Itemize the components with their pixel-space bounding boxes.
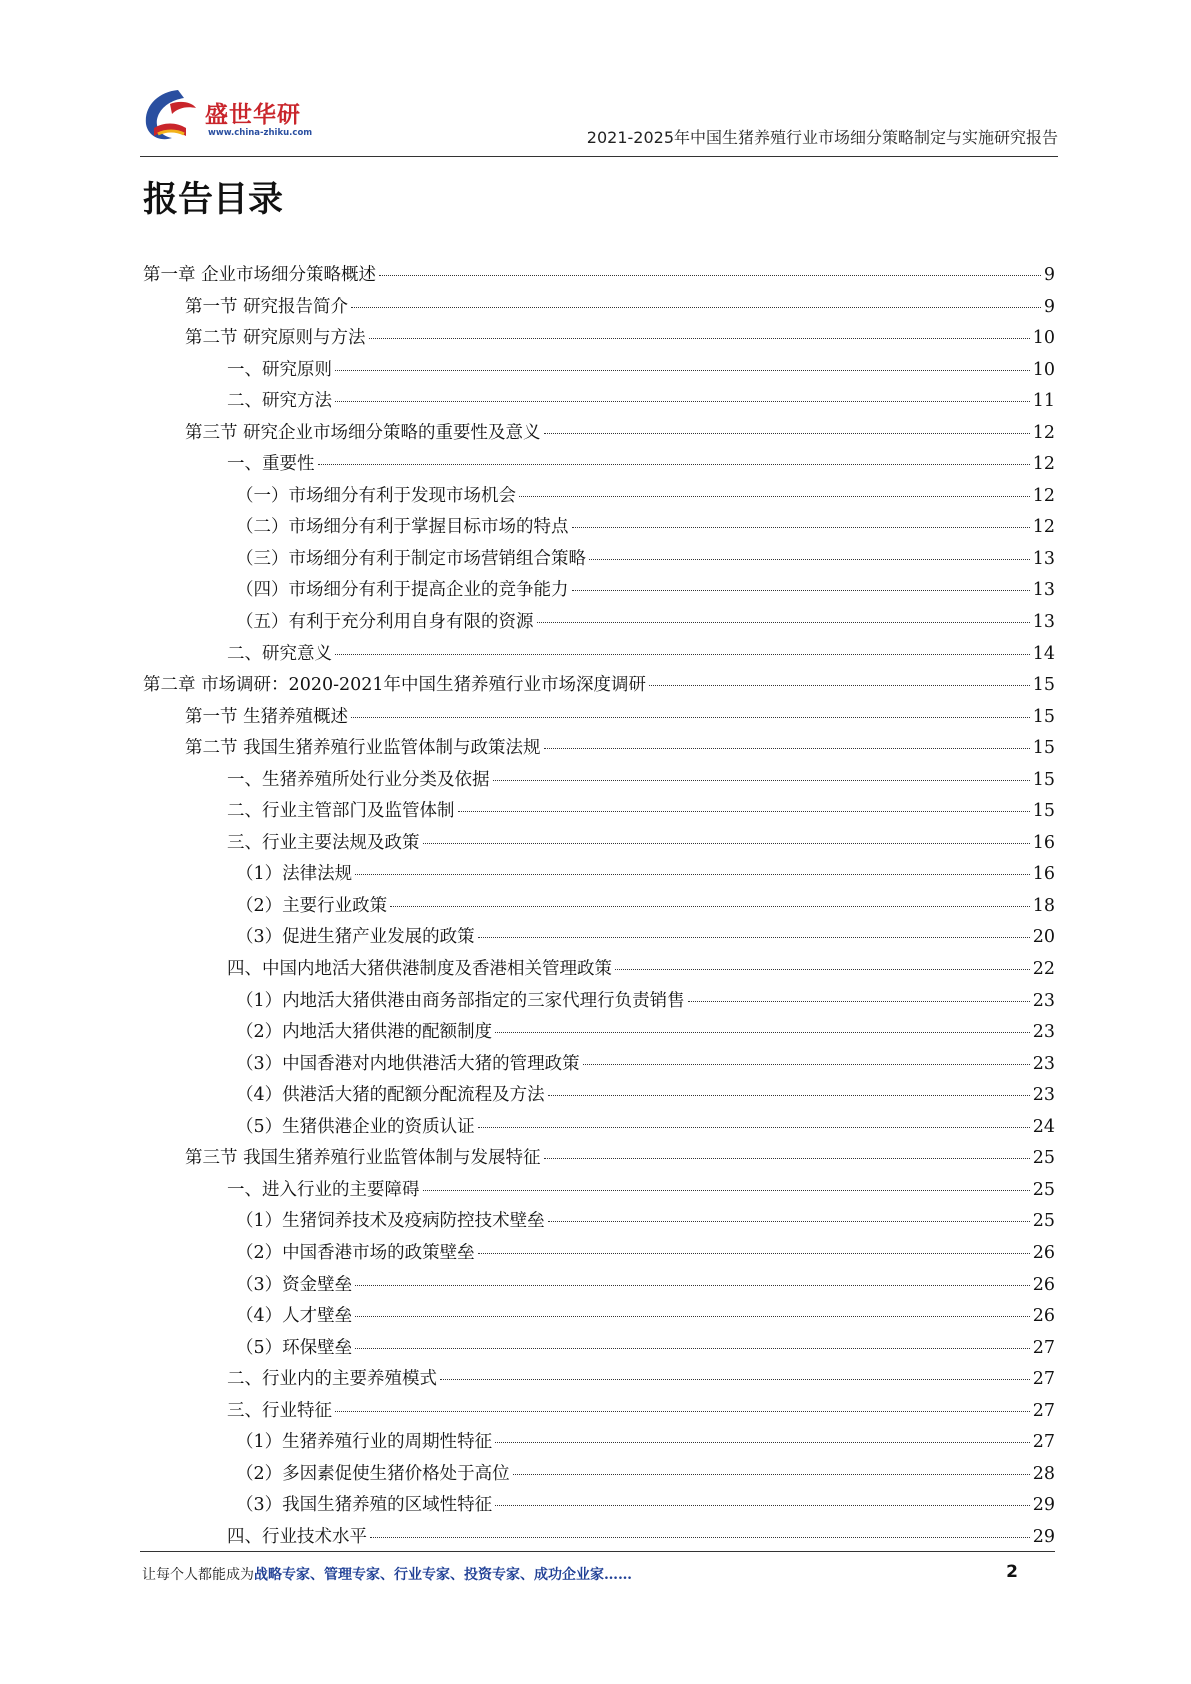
toc-entry-title: 第三节 研究企业市场细分策略的重要性及意义 (185, 422, 541, 443)
dot-leader (537, 622, 1030, 623)
dot-leader (495, 1442, 1030, 1443)
toc-entry-title: 一、生猪养殖所处行业分类及依据 (227, 769, 490, 790)
toc-entry[interactable] (143, 1112, 1055, 1144)
toc-entry[interactable] (143, 575, 1055, 607)
toc-entry-page: 26 (1032, 1274, 1055, 1295)
toc-entry[interactable] (143, 1206, 1055, 1238)
toc-entry-title: 第二节 研究原则与方法 (185, 328, 366, 349)
toc-entry[interactable] (143, 1522, 1055, 1554)
toc-entry[interactable] (143, 986, 1055, 1018)
dot-leader (355, 1285, 1030, 1286)
dot-leader (478, 1127, 1030, 1128)
toc-entry-page: 12 (1032, 485, 1055, 506)
toc-entry-page: 27 (1032, 1432, 1055, 1453)
toc-entry[interactable] (143, 954, 1055, 986)
toc-entry[interactable] (143, 355, 1055, 387)
toc-entry-title: 一、重要性 (227, 454, 315, 475)
toc-entry-title: 一、研究原则 (227, 359, 332, 380)
toc-entry-page: 27 (1032, 1369, 1055, 1390)
toc-entry[interactable] (143, 765, 1055, 797)
dot-leader (458, 811, 1030, 812)
toc-entry-title: （二）市场细分有利于掌握目标市场的特点 (236, 517, 569, 538)
dot-leader (335, 370, 1030, 371)
toc-entry-title: （3）我国生猪养殖的区域性特征 (236, 1495, 493, 1516)
toc-entry-page: 16 (1032, 832, 1055, 853)
logo-swoosh-icon (140, 84, 206, 150)
dot-leader (589, 559, 1030, 560)
slogan-prefix: 让每个人都能成为 (142, 1567, 254, 1583)
toc-entry[interactable] (143, 639, 1055, 671)
dot-leader (495, 1505, 1030, 1506)
toc-entry-page: 10 (1032, 359, 1055, 380)
toc-entry[interactable] (143, 323, 1055, 355)
toc-entry-title: 第三节 我国生猪养殖行业监管体制与发展特征 (185, 1148, 541, 1169)
dot-leader (478, 937, 1030, 938)
dot-leader (649, 685, 1030, 686)
toc-entry-title: （4）供港活大猪的配额分配流程及方法 (236, 1085, 545, 1106)
dot-leader (390, 906, 1030, 907)
toc-entry-page: 23 (1032, 1022, 1055, 1043)
toc-entry-title: （3）资金壁垒 (236, 1274, 353, 1295)
toc-entry-title: （四）市场细分有利于提高企业的竞争能力 (236, 580, 569, 601)
toc-entry-title: （2）中国香港市场的政策壁垒 (236, 1242, 475, 1263)
page-header (140, 84, 1058, 157)
toc-entry-title: 四、中国内地活大猪供港制度及香港相关管理政策 (227, 959, 612, 980)
toc-entry-page: 26 (1032, 1306, 1055, 1327)
dot-leader (440, 1379, 1030, 1380)
dot-leader (548, 1095, 1030, 1096)
toc-entry[interactable] (143, 1175, 1055, 1207)
logo-name: 盛世华研 (205, 102, 301, 128)
toc-entry[interactable] (143, 418, 1055, 450)
dot-leader (423, 1190, 1030, 1191)
toc-entry-page: 25 (1032, 1211, 1055, 1232)
toc-entry-title: （3）促进生猪产业发展的政策 (236, 927, 475, 948)
toc-entry-title: 第一节 研究报告简介 (185, 296, 349, 317)
dot-leader (519, 496, 1030, 497)
footer-slogan (142, 1564, 632, 1584)
toc-entry-page: 18 (1032, 895, 1055, 916)
toc-entry[interactable] (143, 1017, 1055, 1049)
dot-leader (335, 1411, 1030, 1412)
toc-entry[interactable] (143, 1364, 1055, 1396)
toc-entry-title: （1）内地活大猪供港由商务部指定的三家代理行负责销售 (236, 990, 685, 1011)
toc-entry[interactable] (143, 1301, 1055, 1333)
toc-entry-title: （2）主要行业政策 (236, 895, 388, 916)
toc-entry-page: 15 (1032, 706, 1055, 727)
toc-entry[interactable] (143, 828, 1055, 860)
toc-entry-page: 11 (1032, 391, 1055, 412)
toc-entry[interactable] (143, 607, 1055, 639)
dot-leader (688, 1001, 1030, 1002)
toc-entry-title: 四、行业技术水平 (227, 1526, 367, 1547)
dot-leader (544, 433, 1030, 434)
dot-leader (351, 717, 1030, 718)
dot-leader (513, 1474, 1030, 1475)
toc-entry-page: 24 (1032, 1116, 1055, 1137)
toc-entry-page: 15 (1032, 801, 1055, 822)
dot-leader (495, 1032, 1030, 1033)
dot-leader (544, 1158, 1030, 1159)
toc-entry[interactable] (143, 1490, 1055, 1522)
toc-entry-title: 二、研究意义 (227, 643, 332, 664)
toc-entry-page: 25 (1032, 1179, 1055, 1200)
toc-entry-title: （1）法律法规 (236, 864, 353, 885)
page-number: 2 (1006, 1562, 1018, 1582)
toc-entry-title: （5）生猪供港企业的资质认证 (236, 1116, 475, 1137)
toc-entry[interactable] (143, 670, 1055, 702)
toc-entry-title: （三）市场细分有利于制定市场营销组合策略 (236, 548, 586, 569)
toc-entry[interactable] (143, 1270, 1055, 1302)
toc-entry[interactable] (143, 1427, 1055, 1459)
page-title: 报告目录 (143, 180, 284, 220)
toc-entry-page: 27 (1032, 1337, 1055, 1358)
dot-leader (335, 654, 1030, 655)
toc-entry-page: 10 (1032, 328, 1055, 349)
toc-entry[interactable] (143, 544, 1055, 576)
toc-entry-page: 23 (1032, 1053, 1055, 1074)
toc-entry-page: 14 (1032, 643, 1055, 664)
toc-entry-title: （4）人才壁垒 (236, 1306, 353, 1327)
toc-entry-page: 12 (1032, 517, 1055, 538)
toc-entry-page: 9 (1043, 265, 1055, 285)
toc-entry[interactable] (143, 512, 1055, 544)
dot-leader (335, 401, 1030, 402)
toc-entry-page: 23 (1032, 1085, 1055, 1106)
toc-entry[interactable] (143, 449, 1055, 481)
toc-entry[interactable] (143, 702, 1055, 734)
toc-entry[interactable] (143, 922, 1055, 954)
toc-entry-title: 第二章 市场调研：2020-2021年中国生猪养殖行业市场深度调研 (143, 675, 647, 696)
toc-entry-title: （2）多因素促使生猪价格处于高位 (236, 1463, 510, 1484)
dot-leader (572, 527, 1030, 528)
page-footer (140, 1551, 1055, 1592)
dot-leader (615, 969, 1030, 970)
toc-entry-title: 第一节 生猪养殖概述 (185, 706, 349, 727)
dot-leader (583, 1064, 1030, 1065)
toc-entry[interactable] (143, 796, 1055, 828)
toc-entry-page: 23 (1032, 990, 1055, 1011)
dot-leader (493, 780, 1030, 781)
toc-entry-page: 27 (1032, 1400, 1055, 1421)
dot-leader (370, 1537, 1030, 1538)
toc-entry-page: 29 (1032, 1495, 1055, 1516)
toc-entry-page: 13 (1032, 612, 1055, 633)
toc-entry[interactable] (143, 1049, 1055, 1081)
dot-leader (379, 275, 1041, 276)
toc-entry[interactable] (143, 386, 1055, 418)
toc-entry-page: 26 (1032, 1242, 1055, 1263)
toc-entry-page: 20 (1032, 927, 1055, 948)
logo-url: www.china-zhiku.com (208, 128, 313, 138)
toc-entry-title: 二、行业主管部门及监管体制 (227, 801, 455, 822)
toc-entry[interactable] (143, 292, 1055, 324)
dot-leader (548, 1221, 1030, 1222)
toc-entry-title: 二、研究方法 (227, 391, 332, 412)
toc-entry-title: （一）市场细分有利于发现市场机会 (236, 485, 516, 506)
toc-entry-title: 三、行业主要法规及政策 (227, 832, 420, 853)
toc-entry[interactable] (143, 1333, 1055, 1365)
toc-entry-page: 12 (1032, 422, 1055, 443)
toc-entry-page: 15 (1032, 769, 1055, 790)
toc-entry-title: 第二节 我国生猪养殖行业监管体制与政策法规 (185, 738, 541, 759)
toc-entry[interactable] (143, 1143, 1055, 1175)
dot-leader (369, 338, 1030, 339)
table-of-contents (143, 260, 1055, 1553)
toc-entry[interactable] (143, 1238, 1055, 1270)
company-logo (140, 84, 320, 150)
toc-entry[interactable] (143, 1080, 1055, 1112)
dot-leader (572, 590, 1030, 591)
dot-leader (423, 843, 1030, 844)
toc-entry-page: 12 (1032, 454, 1055, 475)
toc-entry-page: 16 (1032, 864, 1055, 885)
toc-entry-title: 第一章 企业市场细分策略概述 (143, 265, 377, 285)
toc-entry[interactable] (143, 859, 1055, 891)
dot-leader (351, 307, 1041, 308)
toc-entry-title: （3）中国香港对内地供港活大猪的管理政策 (236, 1053, 580, 1074)
document-title: 2021-2025年中国生猪养殖行业市场细分策略制定与实施研究报告 (586, 128, 1058, 147)
toc-entry-title: （2）内地活大猪供港的配额制度 (236, 1022, 493, 1043)
toc-entry-title: 二、行业内的主要养殖模式 (227, 1369, 437, 1390)
toc-entry[interactable] (143, 891, 1055, 923)
dot-leader (544, 748, 1030, 749)
toc-entry[interactable] (143, 1396, 1055, 1428)
toc-entry-page: 29 (1032, 1526, 1055, 1547)
slogan-highlight: 战略专家、管理专家、行业专家、投资专家、成功企业家…… (254, 1567, 632, 1583)
toc-entry-title: 三、行业特征 (227, 1400, 332, 1421)
toc-entry-title: （1）生猪饲养技术及疫病防控技术壁垒 (236, 1211, 545, 1232)
toc-entry-page: 15 (1032, 675, 1055, 696)
dot-leader (355, 1316, 1030, 1317)
toc-entry-page: 22 (1032, 959, 1055, 980)
dot-leader (318, 464, 1030, 465)
toc-entry-page: 15 (1032, 738, 1055, 759)
dot-leader (478, 1253, 1030, 1254)
toc-entry-page: 25 (1032, 1148, 1055, 1169)
toc-entry-title: 一、进入行业的主要障碍 (227, 1179, 420, 1200)
toc-entry-page: 9 (1043, 296, 1055, 317)
dot-leader (355, 874, 1030, 875)
toc-entry-title: （五）有利于充分利用自身有限的资源 (236, 612, 534, 633)
toc-entry[interactable] (143, 733, 1055, 765)
toc-entry[interactable] (143, 260, 1055, 292)
toc-entry-page: 13 (1032, 548, 1055, 569)
toc-entry[interactable] (143, 1459, 1055, 1491)
toc-entry[interactable] (143, 481, 1055, 513)
toc-entry-title: （5）环保壁垒 (236, 1337, 353, 1358)
toc-entry-page: 13 (1032, 580, 1055, 601)
toc-entry-title: （1）生猪养殖行业的周期性特征 (236, 1432, 493, 1453)
toc-entry-page: 28 (1032, 1463, 1055, 1484)
dot-leader (355, 1348, 1030, 1349)
